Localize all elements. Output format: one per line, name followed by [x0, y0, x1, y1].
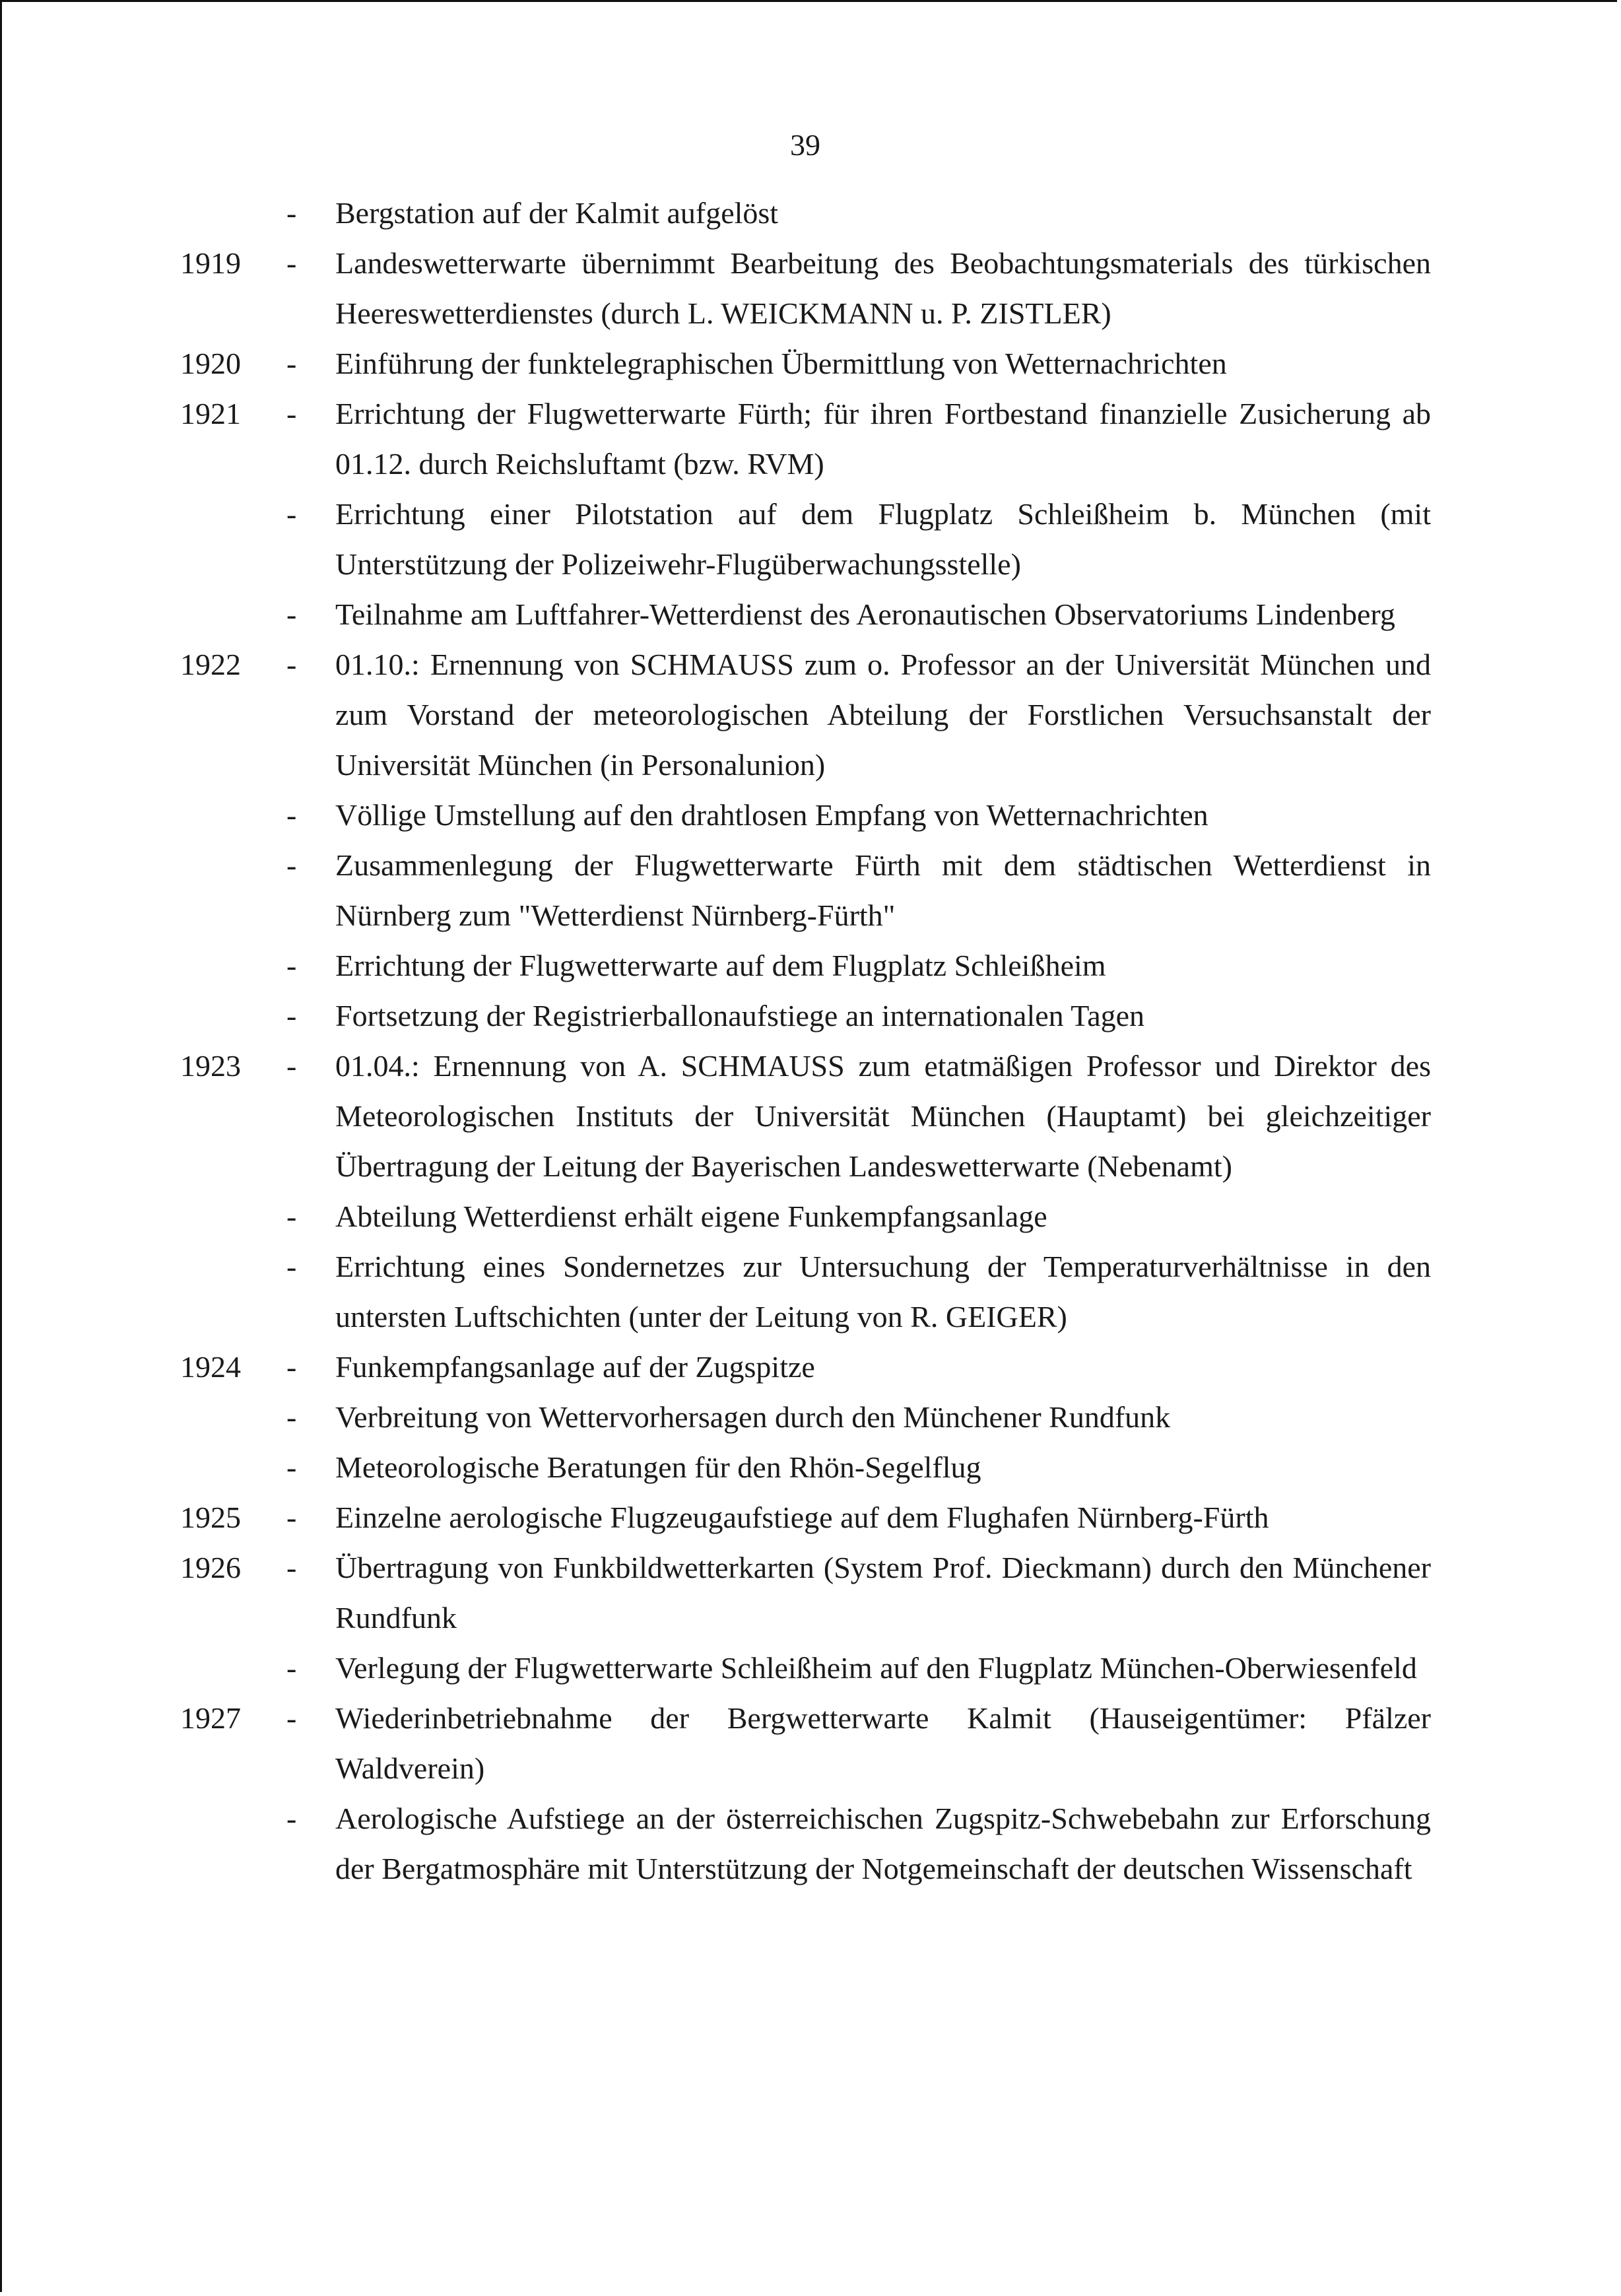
- chronology-entry: [0, 640, 1621, 790]
- entry-dash: -: [286, 246, 297, 280]
- chronology-entry: [0, 1543, 1621, 1643]
- chronology-entry: [0, 840, 1621, 941]
- chronology-entry: [0, 1442, 1621, 1493]
- chronology-entry: [0, 991, 1621, 1041]
- entry-dash: -: [286, 798, 297, 832]
- chronology-entry: [0, 339, 1621, 389]
- chronology-entry: [0, 1041, 1621, 1192]
- entry-dash: -: [286, 1450, 297, 1484]
- entry-dash: -: [286, 597, 297, 631]
- chronology-entry: [0, 790, 1621, 840]
- entry-year: 1919: [180, 246, 241, 280]
- entry-dash: -: [286, 1701, 297, 1735]
- entry-text: Fortsetzung der Registrierballonaufstiege an internationalen Tagen: [335, 999, 1145, 1032]
- chronology-entry: [0, 941, 1621, 991]
- chronology-entry: [0, 238, 1621, 339]
- page-number: 39: [790, 128, 820, 162]
- entry-dash: -: [286, 1199, 297, 1233]
- entry-year: 1923: [180, 1049, 241, 1083]
- entry-dash: -: [286, 1400, 297, 1434]
- entry-text: 01.10.: Ernennung von SCHMAUSS zum o. Professor an der Universität München und zum Vorstand der meteorologischen Abteilung der Forstlichen Versuchsanstalt der Universität München (in Personalunion): [335, 648, 1431, 782]
- chronology-entry: [0, 1643, 1621, 1693]
- entry-text: Errichtung der Flugwetterwarte auf dem Flugplatz Schleißheim: [335, 949, 1106, 982]
- entry-dash: -: [286, 347, 297, 380]
- entry-text: 01.04.: Ernennung von A. SCHMAUSS zum etatmäßigen Professor und Direktor des Meteorologischen Instituts der Universität München (Hauptamt) bei gleichzeitiger Übertragung der Leitung der Bayerischen Landeswetterwarte (Nebenamt): [335, 1049, 1431, 1183]
- chronology-entry: [0, 188, 1621, 238]
- entry-text: Errichtung eines Sondernetzes zur Untersuchung der Temperaturverhältnisse in den untersten Luftschichten (unter der Leitung von R. GEIGER): [335, 1250, 1431, 1334]
- entry-dash: -: [286, 196, 297, 230]
- entry-dash: -: [286, 1651, 297, 1685]
- entry-dash: -: [286, 848, 297, 882]
- entry-year: 1926: [180, 1551, 241, 1584]
- entry-dash: -: [286, 1350, 297, 1384]
- entry-text: Landeswetterwarte übernimmt Bearbeitung des Beobachtungsmaterials des türkischen Heereswetterdienstes (durch L. WEICKMANN u. P. ZISTLER): [335, 246, 1431, 330]
- entry-text: Teilnahme am Luftfahrer-Wetterdienst des Aeronautischen Observatoriums Lindenberg: [335, 597, 1395, 631]
- entry-dash: -: [286, 1049, 297, 1083]
- entry-year: 1925: [180, 1501, 241, 1534]
- entry-text: Einführung der funktelegraphischen Übermittlung von Wetternachrichten: [335, 347, 1227, 380]
- chronology-entry: [0, 1794, 1621, 1894]
- entry-text: Wiederinbetriebnahme der Bergwetterwarte Kalmit (Hauseigentümer: Pfälzer Waldverein): [335, 1701, 1431, 1785]
- entry-dash: -: [286, 999, 297, 1032]
- entry-year: 1924: [180, 1350, 241, 1384]
- chronology-entry: [0, 1392, 1621, 1442]
- chronology-entry: [0, 489, 1621, 590]
- entry-dash: -: [286, 1250, 297, 1283]
- entry-text: Aerologische Aufstiege an der österreichischen Zugspitz-Schwebebahn zur Erforschung der Bergatmosphäre mit Unterstützung der Notgemeinschaft der deutschen Wissenschaft: [335, 1802, 1431, 1885]
- chronology-entry: [0, 1693, 1621, 1794]
- chronology-entry: [0, 389, 1621, 489]
- entry-dash: -: [286, 497, 297, 531]
- entry-text: Errichtung einer Pilotstation auf dem Flugplatz Schleißheim b. München (mit Unterstützung der Polizeiwehr-Flugüberwachungsstelle): [335, 497, 1431, 581]
- entry-dash: -: [286, 397, 297, 430]
- entry-dash: -: [286, 1802, 297, 1835]
- entry-text: Funkempfangsanlage auf der Zugspitze: [335, 1350, 815, 1384]
- chronology-entry: [0, 1242, 1621, 1342]
- chronology-list: [0, 188, 1621, 1894]
- entry-dash: -: [286, 1501, 297, 1534]
- chronology-entry: [0, 1192, 1621, 1242]
- entry-year: 1927: [180, 1701, 241, 1735]
- entry-dash: -: [286, 648, 297, 681]
- entry-text: Errichtung der Flugwetterwarte Fürth; für ihren Fortbestand finanzielle Zusicherung ab 01.12. durch Reichsluftamt (bzw. RVM): [335, 397, 1431, 481]
- entry-text: Übertragung von Funkbildwetterkarten (System Prof. Dieckmann) durch den Münchener Rundfunk: [335, 1551, 1431, 1635]
- entry-year: 1922: [180, 648, 241, 681]
- chronology-entry: [0, 1342, 1621, 1392]
- entry-year: 1920: [180, 347, 241, 380]
- entry-text: Abteilung Wetterdienst erhält eigene Funkempfangsanlage: [335, 1199, 1047, 1233]
- entry-text: Völlige Umstellung auf den drahtlosen Empfang von Wetternachrichten: [335, 798, 1208, 832]
- entry-text: Verbreitung von Wettervorhersagen durch den Münchener Rundfunk: [335, 1400, 1171, 1434]
- chronology-entry: [0, 1493, 1621, 1543]
- entry-dash: -: [286, 949, 297, 982]
- entry-text: Zusammenlegung der Flugwetterwarte Fürth mit dem städtischen Wetterdienst in Nürnberg zum "Wetterdienst Nürnberg-Fürth": [335, 848, 1431, 932]
- entry-text: Einzelne aerologische Flugzeugaufstiege auf dem Flughafen Nürnberg-Fürth: [335, 1501, 1269, 1534]
- entry-dash: -: [286, 1551, 297, 1584]
- entry-text: Bergstation auf der Kalmit aufgelöst: [335, 196, 779, 230]
- entry-text: Verlegung der Flugwetterwarte Schleißheim auf den Flugplatz München-Oberwiesenfeld: [335, 1651, 1417, 1685]
- chronology-entry: [0, 590, 1621, 640]
- entry-year: 1921: [180, 397, 241, 430]
- entry-text: Meteorologische Beratungen für den Rhön-Segelflug: [335, 1450, 981, 1484]
